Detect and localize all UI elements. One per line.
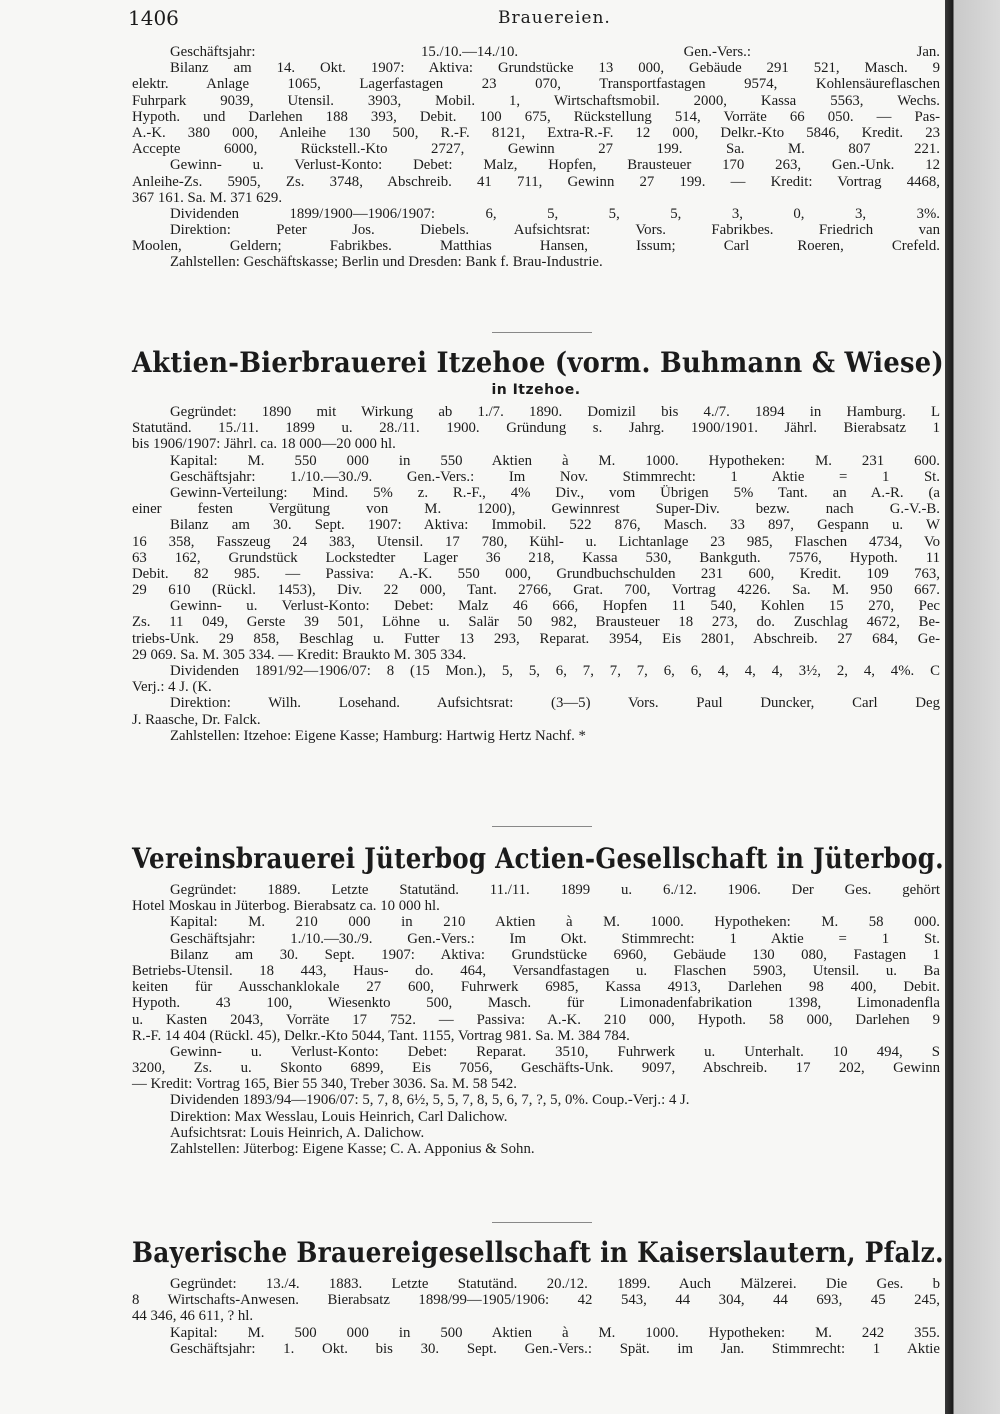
text-line: Dividenden 1893/94—1906/07: 5, 7, 8, 6½, 5, 5, 7, 8, 5, 6, 7, ?, 5, 0%. Coup.-Verj.: 4 J. xyxy=(170,1092,690,1109)
text-line: Hypoth. 43 100, Wiesenkto 500, Masch. für Limonadenfabrikation 1398, Limonadenfla xyxy=(132,995,940,1012)
text-line: Gegründet: 1890 mit Wirkung ab 1./7. 1890. Domizil bis 4./7. 1894 in Hamburg. L xyxy=(170,404,940,420)
text-line: 367 161. Sa. M. 371 629. xyxy=(132,189,283,206)
block-itzehoe xyxy=(132,404,940,744)
running-title: Brauereien. xyxy=(498,8,611,28)
section-divider xyxy=(492,1222,592,1223)
company-heading-jueterbog: Vereinsbrauerei Jüterbog Actien-Gesellschaft in Jüterbog. xyxy=(132,842,944,875)
text-line: Gegründet: 13./4. 1883. Letzte Statutänd. 20./12. 1899. Auch Mälzerei. Die Ges. b xyxy=(170,1276,940,1292)
text-line: Direktion: Max Wesslau, Louis Heinrich, Carl Dalichow. xyxy=(170,1108,508,1125)
text-line: einer festen Vergütung von M. 1200), Gewinnrest Super-Div. bezw. nach G.-V.-B. xyxy=(132,501,940,518)
text-line: Geschäftsjahr: 1. Okt. bis 30. Sept. Gen.-Vers.: Spät. im Jan. Stimmrecht: 1 Aktie xyxy=(170,1340,940,1357)
book-gutter xyxy=(945,0,1000,1414)
text-line: Bilanz am 30. Sept. 1907: Aktiva: Immobil. 522 876, Masch. 33 897, Gespann u. W xyxy=(170,517,940,534)
text-line: 3200, Zs. u. Skonto 6899, Eis 7056, Geschäfts-Unk. 9097, Abschreib. 17 202, Gewinn xyxy=(132,1060,940,1077)
text-line: u. Kasten 2043, Vorräte 17 752. — Passiva: A.-K. 210 000, Hypoth. 58 000, Darlehen 9 xyxy=(132,1011,940,1028)
text-line: Hotel Moskau in Jüterbog. Bierabsatz ca. 10 000 hl. xyxy=(132,898,440,915)
text-line: Zahlstellen: Geschäftskasse; Berlin und Dresden: Bank f. Brau-Industrie. xyxy=(170,254,603,271)
text-line: — Kredit: Vortrag 165, Bier 55 340, Treber 3036. Sa. M. 58 542. xyxy=(132,1076,517,1093)
company-heading-kaiserslautern: Bayerische Brauereigesellschaft in Kaiserslautern, Pfalz. xyxy=(132,1236,944,1269)
text-line: Anleihe-Zs. 5905, Zs. 3748, Abschreib. 41 711, Gewinn 27 199. — Kredit: Vortrag 4468, xyxy=(132,173,940,190)
text-line: Gewinn- u. Verlust-Konto: Debet: Reparat. 3510, Fuhrwerk u. Unterhalt. 10 494, S xyxy=(170,1043,940,1060)
text-line: Kapital: M. 500 000 in 500 Aktien à M. 1000. Hypotheken: M. 242 355. xyxy=(170,1324,940,1341)
text-line: bis 1906/1907: Jährl. ca. 18 000—20 000 hl. xyxy=(132,436,396,453)
text-line: Direktion: Wilh. Losehand. Aufsichtsrat: (3—5) Vors. Paul Duncker, Carl Deg xyxy=(170,695,940,712)
block-previous-company xyxy=(132,44,940,271)
text-line: Kapital: M. 210 000 in 210 Aktien à M. 1000. Hypotheken: M. 58 000. xyxy=(170,914,940,931)
section-divider xyxy=(492,826,592,827)
text-line: Gewinn- u. Verlust-Konto: Debet: Malz 46 666, Hopfen 11 540, Kohlen 15 270, Pec xyxy=(170,598,940,615)
page-number: 1406 xyxy=(128,6,179,30)
text-line: Gegründet: 1889. Letzte Statutänd. 11./11. 1899 u. 6./12. 1906. Der Ges. gehört xyxy=(170,882,940,898)
company-heading-itzehoe: Aktien-Bierbrauerei Itzehoe (vorm. Buhmann & Wiese) xyxy=(132,346,944,379)
text-line: Gewinn- u. Verlust-Konto: Debet: Malz, Hopfen, Brausteuer 170 263, Gen.-Unk. 12 xyxy=(170,157,940,174)
text-line: Hypoth. und Darlehen 188 393, Debit. 100 675, Rückstellung 514, Vorräte 66 050. — Pas- xyxy=(132,108,940,125)
text-line: Geschäftsjahr: 15./10.—14./10. Gen.-Vers.: Jan. xyxy=(170,44,940,60)
text-line: Verj.: 4 J. (K. xyxy=(132,679,212,696)
text-line: A.-K. 380 000, Anleihe 130 500, R.-F. 8121, Extra-R.-F. 12 000, Delkr.-Kto 5846, Kredit. 23 xyxy=(132,124,940,141)
block-kaiserslautern xyxy=(132,1276,940,1357)
text-line: triebs-Unk. 29 858, Beschlag u. Futter 13 293, Reparat. 3954, Eis 2801, Abschreib. 27 684, Ge- xyxy=(132,630,940,647)
text-line: Zahlstellen: Jüterbog: Eigene Kasse; C. A. Apponius & Sohn. xyxy=(170,1141,535,1157)
text-line: Geschäftsjahr: 1./10.—30./9. Gen.-Vers.: Im Nov. Stimmrecht: 1 Aktie = 1 St. xyxy=(170,468,940,485)
text-line: Direktion: Peter Jos. Diebels. Aufsichtsrat: Vors. Fabrikbes. Friedrich van xyxy=(170,222,940,239)
text-line: 29 069. Sa. M. 305 334. — Kredit: Braukto M. 305 334. xyxy=(132,646,467,663)
section-divider xyxy=(492,332,592,333)
text-line: Moolen, Geldern; Fabrikbes. Matthias Hansen, Issum; Carl Roeren, Crefeld. xyxy=(132,238,940,255)
company-location-itzehoe xyxy=(132,382,940,399)
text-line: Accepte 6000, Rückstell.-Kto 2727, Gewinn 27 199. Sa. M. 807 221. xyxy=(132,141,940,158)
text-line: J. Raasche, Dr. Falck. xyxy=(132,711,261,728)
text-line: Kapital: M. 550 000 in 550 Aktien à M. 1000. Hypotheken: M. 231 600. xyxy=(170,452,940,469)
text-line: 29 610 (Rückl. 1453), Div. 22 000, Tant. 2766, Grat. 700, Vortrag 4226. Sa. M. 950 667. xyxy=(132,582,940,599)
text-line: Zahlstellen: Itzehoe: Eigene Kasse; Hamburg: Hartwig Hertz Nachf. * xyxy=(170,727,586,744)
text-line: Debit. 82 985. — Passiva: A.-K. 550 000, Grundbuchschulden 231 600, Kredit. 109 763, xyxy=(132,565,940,582)
text-line: Bilanz am 30. Sept. 1907: Aktiva: Grundstücke 6960, Gebäude 130 080, Fastagen 1 xyxy=(170,946,940,963)
text-line: Dividenden 1891/92—1906/07: 8 (15 Mon.), 5, 5, 6, 7, 7, 7, 6, 6, 4, 4, 4, 3½, 2, 4, 4%. C xyxy=(170,663,940,679)
block-jueterbog xyxy=(132,882,940,1157)
location-text: in Itzehoe. xyxy=(491,382,581,398)
text-line: Dividenden 1899/1900—1906/1907: 6, 5, 5, 5, 3, 0, 3, 3%. xyxy=(170,205,940,222)
text-line: Zs. 11 049, Gerste 39 501, Löhne u. Salär 50 982, Brausteuer 18 273, do. Zuschlag 4672, Be- xyxy=(132,614,940,631)
running-head xyxy=(128,6,918,30)
text-line: elektr. Anlage 1065, Lagerfastagen 23 070, Transportfastagen 9574, Kohlensäureflaschen xyxy=(132,76,940,93)
text-line: keiten für Ausschanklokale 27 600, Fuhrwerk 6985, Kassa 4913, Darlehen 98 400, Debit. xyxy=(132,979,940,996)
text-line: 63 162, Grundstück Lockstedter Lager 36 218, Kassa 530, Bankguth. 7576, Hypoth. 11 xyxy=(132,549,940,566)
text-line: Gewinn-Verteilung: Mind. 5% z. R.-F., 4% Div., vom Übrigen 5% Tant. an A.-R. (a xyxy=(170,484,940,501)
text-line: 44 346, 46 611, ? hl. xyxy=(132,1308,254,1325)
text-line: Aufsichtsrat: Louis Heinrich, A. Dalichow. xyxy=(170,1124,425,1141)
text-line: 8 Wirtschafts-Anwesen. Bierabsatz 1898/99—1905/1906: 42 543, 44 304, 44 693, 45 245, xyxy=(132,1292,940,1309)
text-line: R.-F. 14 404 (Rückl. 45), Delkr.-Kto 5044, Tant. 1155, Vortrag 981. Sa. M. 384 784. xyxy=(132,1027,630,1044)
text-line: 16 358, Fasszeug 24 383, Utensil. 17 780, Kühl- u. Lichtanlage 23 985, Flaschen 4734, Vo xyxy=(132,533,940,550)
text-line: Fuhrpark 9039, Utensil. 3903, Mobil. 1, Wirtschaftsmobil. 2000, Kassa 5563, Wechs. xyxy=(132,92,940,109)
text-line: Statutänd. 15./11. 1899 u. 28./11. 1900. Gründung s. Jahrg. 1900/1901. Jährl. Bierabsatz 1 xyxy=(132,420,940,437)
text-line: Betriebs-Utensil. 18 443, Haus- do. 464, Versandfastagen u. Flaschen 5903, Utensil. u. Ba xyxy=(132,962,940,979)
text-line: Geschäftsjahr: 1./10.—30./9. Gen.-Vers.: Im Okt. Stimmrecht: 1 Aktie = 1 St. xyxy=(170,930,940,947)
text-line: Bilanz am 14. Okt. 1907: Aktiva: Grundstücke 13 000, Gebäude 291 521, Masch. 9 xyxy=(170,60,940,77)
